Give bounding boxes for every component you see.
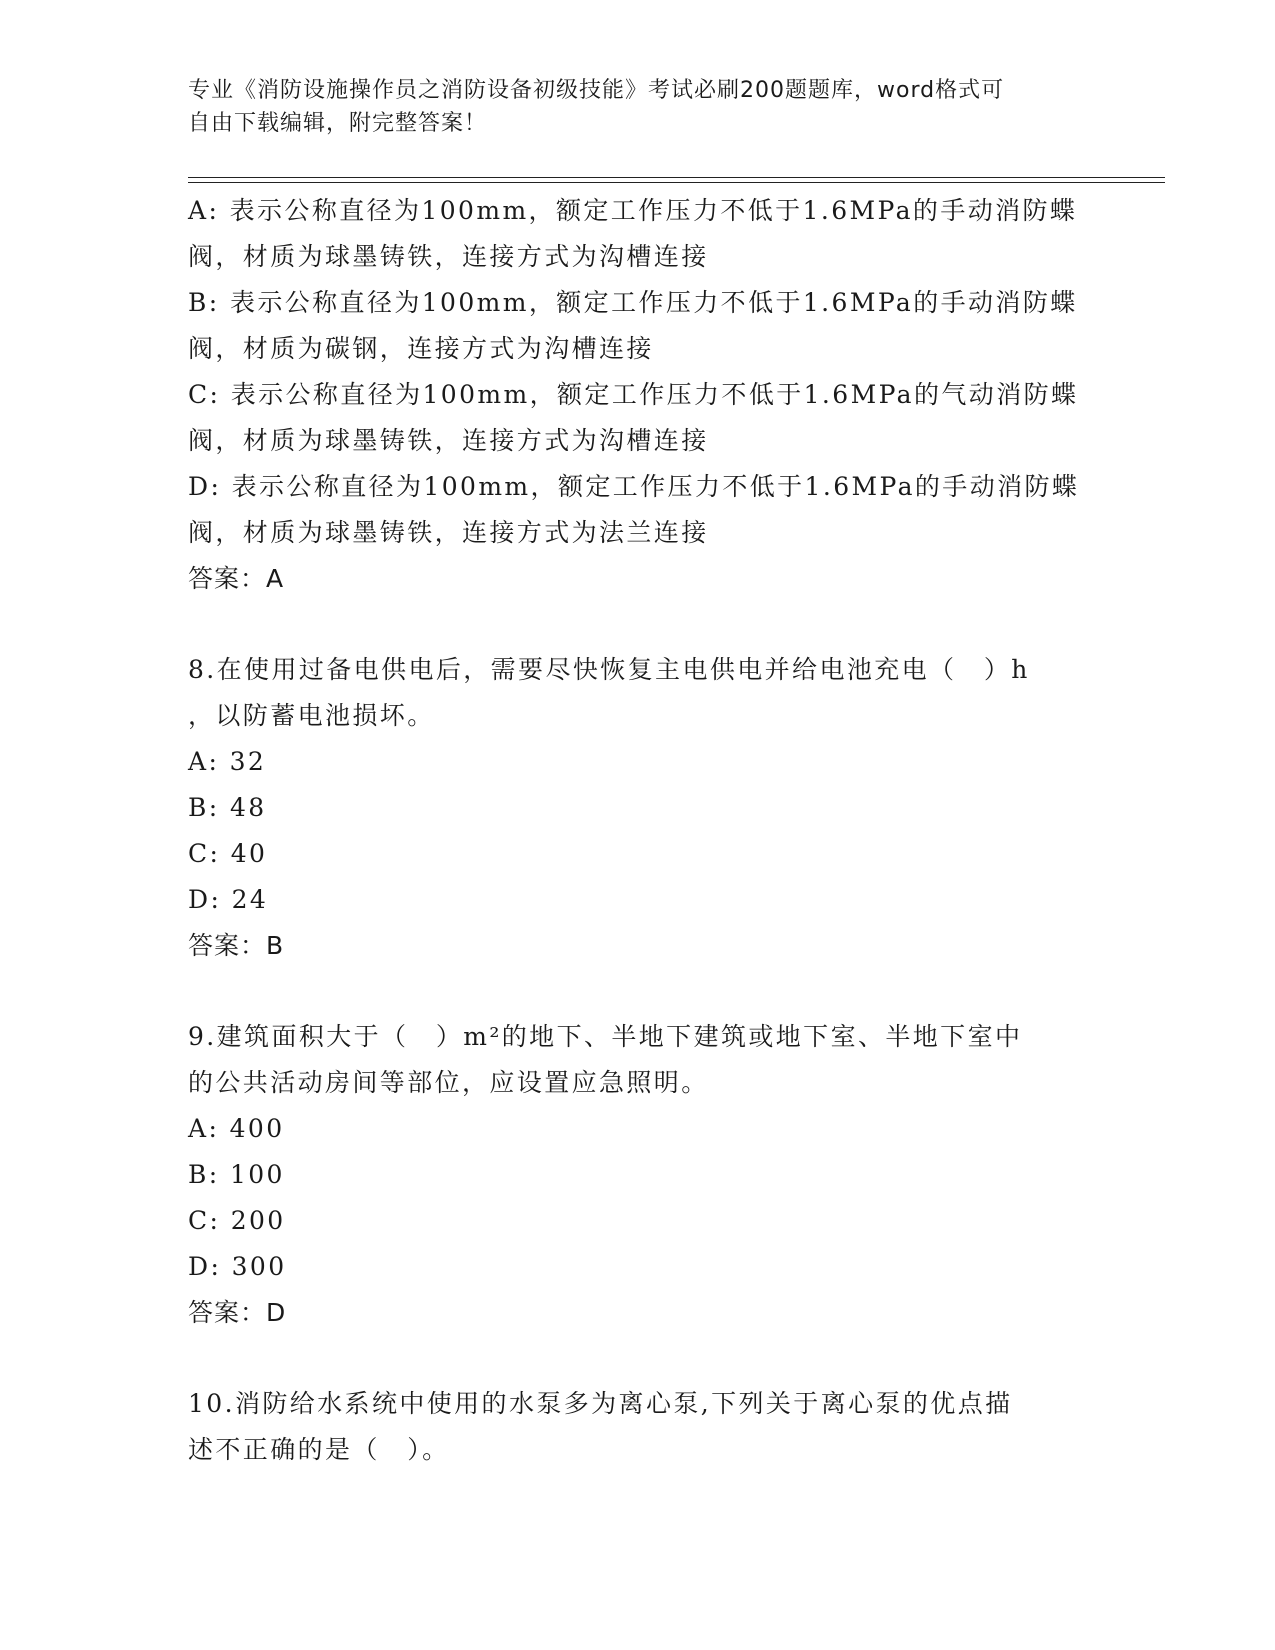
question-stem-line-2: ，以防蓄电池损坏。	[188, 701, 435, 730]
document-header	[188, 74, 1088, 140]
option-d-line-1: D: 表示公称直径为100mm，额定工作压力不低于1.6MPa的手动消防蝶	[188, 472, 1080, 501]
question-10	[188, 1381, 1088, 1473]
spacer	[188, 969, 1088, 1014]
option-c-line-2: 阀，材质为球墨铸铁，连接方式为沟槽连接	[188, 426, 709, 455]
question-stem-line-1: 9.建筑面积大于（ ）m²的地下、半地下建筑或地下室、半地下室中	[188, 1022, 1023, 1051]
option-b: B: 48	[188, 793, 267, 822]
answer-7: 答案：A	[188, 564, 285, 593]
option-c: C: 200	[188, 1206, 286, 1235]
answer-9: 答案：D	[188, 1298, 287, 1327]
question-8	[188, 647, 1088, 969]
option-c: C: 40	[188, 839, 268, 868]
question-stem-line-2: 述不正确的是（ ）。	[188, 1435, 450, 1464]
option-a-line-1: A: 表示公称直径为100mm，额定工作压力不低于1.6MPa的手动消防蝶	[188, 196, 1078, 225]
option-d: D: 300	[188, 1252, 287, 1281]
header-divider-bottom	[188, 182, 1165, 183]
question-stem-line-2: 的公共活动房间等部位，应设置应急照明。	[188, 1068, 709, 1097]
question-7	[188, 188, 1088, 602]
spacer	[188, 1336, 1088, 1381]
question-9	[188, 1014, 1088, 1336]
question-list	[188, 188, 1088, 1473]
option-d: D: 24	[188, 885, 269, 914]
spacer	[188, 602, 1088, 647]
option-b-line-2: 阀，材质为碳钢，连接方式为沟槽连接	[188, 334, 654, 363]
header-line-1: 专业《消防设施操作员之消防设备初级技能》考试必刷200题题库，word格式可	[188, 78, 1005, 103]
question-stem-line-1: 10.消防给水系统中使用的水泵多为离心泵,下列关于离心泵的优点描	[188, 1389, 1013, 1418]
option-a: A: 400	[188, 1114, 285, 1143]
option-b: B: 100	[188, 1160, 285, 1189]
option-d-line-2: 阀，材质为球墨铸铁，连接方式为法兰连接	[188, 518, 709, 547]
header-divider-top	[188, 177, 1165, 178]
answer-8: 答案：B	[188, 931, 285, 960]
option-b-line-1: B: 表示公称直径为100mm，额定工作压力不低于1.6MPa的手动消防蝶	[188, 288, 1078, 317]
option-c-line-1: C: 表示公称直径为100mm，额定工作压力不低于1.6MPa的气动消防蝶	[188, 380, 1079, 409]
option-a-line-2: 阀，材质为球墨铸铁，连接方式为沟槽连接	[188, 242, 709, 271]
header-line-2: 自由下载编辑，附完整答案！	[188, 111, 488, 136]
option-a: A: 32	[188, 747, 267, 776]
question-stem-line-1: 8.在使用过备电供电后，需要尽快恢复主电供电并给电池充电（ ）h	[188, 655, 1030, 684]
